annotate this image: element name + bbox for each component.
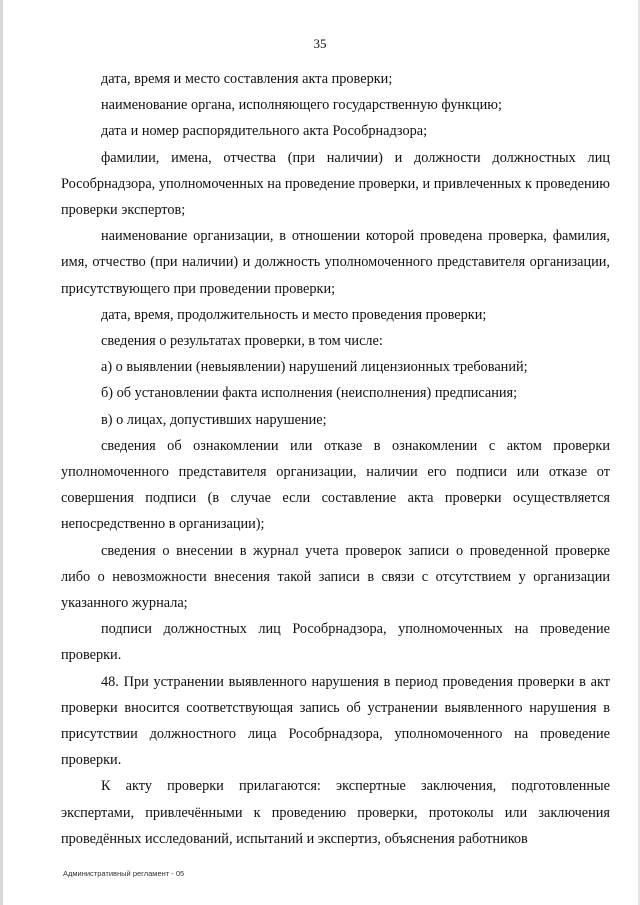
list-item: а) о выявлении (невыявлении) нарушений лицензионных требований; <box>101 359 528 376</box>
paragraph: К акту проверки прилагаются: экспертные заключения, подготовленные экспертами, привлечёнными к проведению проверки, протоколы или заключения проведённых исследований, испытаний и экспертиз, объяснения работников <box>61 778 610 847</box>
paragraph: дата, время, продолжительность и место проведения проверки; <box>101 306 487 323</box>
paragraph: дата, время и место составления акта проверки; <box>101 71 393 87</box>
paragraph: сведения о внесении в журнал учета проверок записи о проведенной проверке либо о невозможности внесения такой записи в связи с отсутствием у организации указанного журнала; <box>61 542 610 612</box>
list-item: в) о лицах, допустивших нарушение; <box>101 411 327 428</box>
paragraph: подписи должностных лиц Рособрнадзора, уполномоченных на проведение проверки. <box>61 621 610 664</box>
body-text <box>61 66 610 852</box>
paragraph: наименование организации, в отношении которой проведена проверка, фамилия, имя, отчество (при наличии) и должность уполномоченного представителя организации, присутствующего при проведении проверки; <box>61 228 610 297</box>
paragraph: сведения о результатах проверки, в том числе: <box>101 333 383 350</box>
paragraph: фамилии, имена, отчества (при наличии) и должности должностных лиц Рособрнадзора, уполномоченных на проведение проверки, и привлеченных к проведению проверки экспертов; <box>61 149 610 219</box>
paragraph: дата и номер распорядительного акта Рособрнадзора; <box>101 123 428 140</box>
page-number: 35 <box>313 36 327 51</box>
scan-edge-left <box>0 0 3 905</box>
paragraph: наименование органа, исполняющего государственную функцию; <box>101 97 502 114</box>
list-item: б) об установлении факта исполнения (неисполнения) предписания; <box>101 385 518 402</box>
paragraph: сведения об ознакомлении или отказе в ознакомлении с актом проверки уполномоченного представителя организации, наличии его подписи или отказе от совершения подписи (в случае если составление акта проверки осуществляется непосредственно в организации); <box>61 437 610 533</box>
footer-label: Административный регламент - 05 <box>63 869 185 878</box>
clause-48: 48. При устранении выявленного нарушения в период проведения проверки в акт проверки вносится соответствующая запись об устранении выявленного нарушения в присутствии должностного лица Рособрнадзора, уполномоченного на проведение проверки. <box>61 673 610 769</box>
